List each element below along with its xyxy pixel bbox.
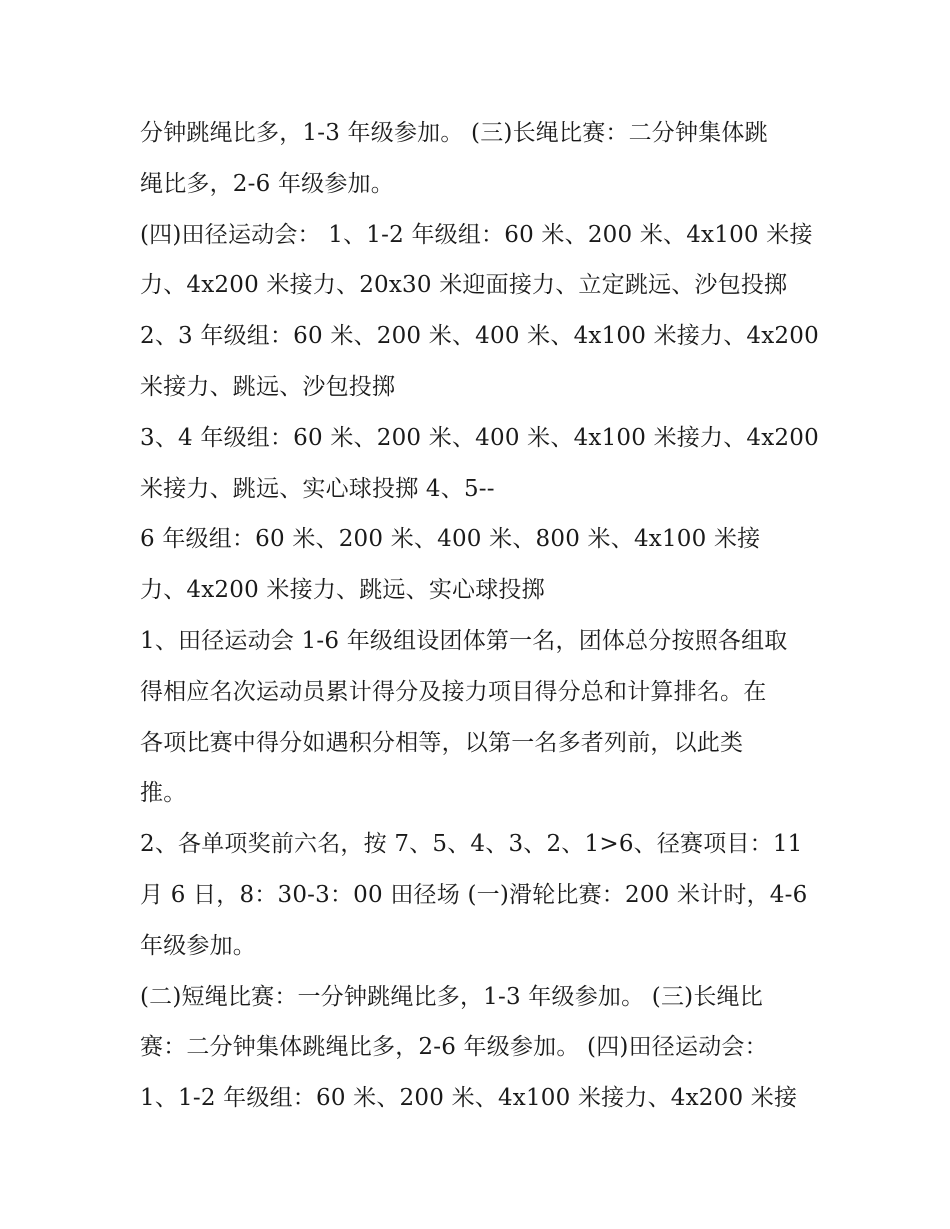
document-body xyxy=(140,108,820,1124)
text-line: 推。 xyxy=(140,780,187,807)
text-line: 年级参加。 xyxy=(140,932,256,959)
text-line: 绳比多，2-6 年级参加。 xyxy=(140,170,394,197)
text-line: 6 年级组：60 米、200 米、400 米、800 米、4x100 米接 xyxy=(140,526,761,553)
text-line: (四)田径运动会： 1、1-2 年级组：60 米、200 米、4x100 米接 xyxy=(140,221,813,248)
text-line: (二)短绳比赛：一分钟跳绳比多，1-3 年级参加。 (三)长绳比 xyxy=(140,983,763,1010)
text-line: 分钟跳绳比多，1-3 年级参加。 (三)长绳比赛：二分钟集体跳 xyxy=(140,120,768,146)
text-line: 力、4x200 米接力、20x30 米迎面接力、立定跳远、沙包投掷 xyxy=(140,272,788,299)
text-line: 2、各单项奖前六名，按 7、5、4、3、2、1>6、径赛项目：11 xyxy=(140,831,803,858)
text-line: 力、4x200 米接力、跳远、实心球投掷 xyxy=(140,577,545,604)
text-line: 2、3 年级组：60 米、200 米、400 米、4x100 米接力、4x200 xyxy=(140,323,819,350)
text-line: 1、田径运动会 1-6 年级组设团体第一名，团体总分按照各组取 xyxy=(140,627,788,654)
text-line: 得相应名次运动员累计得分及接力项目得分总和计算排名。在 xyxy=(140,678,767,705)
text-line: 米接力、跳远、沙包投掷 xyxy=(140,373,396,400)
text-line: 1、1-2 年级组：60 米、200 米、4x100 米接力、4x200 米接 xyxy=(140,1085,798,1112)
text-line: 米接力、跳远、实心球投掷 4、5-- xyxy=(140,475,495,502)
text-line: 3、4 年级组：60 米、200 米、400 米、4x100 米接力、4x200 xyxy=(140,424,819,451)
text-line: 各项比赛中得分如遇积分相等，以第一名多者列前，以此类 xyxy=(140,729,744,756)
text-line: 月 6 日，8：30-3：00 田径场 (一)滑轮比赛：200 米计时，4-6 xyxy=(140,881,808,908)
text-line: 赛：二分钟集体跳绳比多，2-6 年级参加。 (四)田径运动会： xyxy=(140,1034,768,1061)
